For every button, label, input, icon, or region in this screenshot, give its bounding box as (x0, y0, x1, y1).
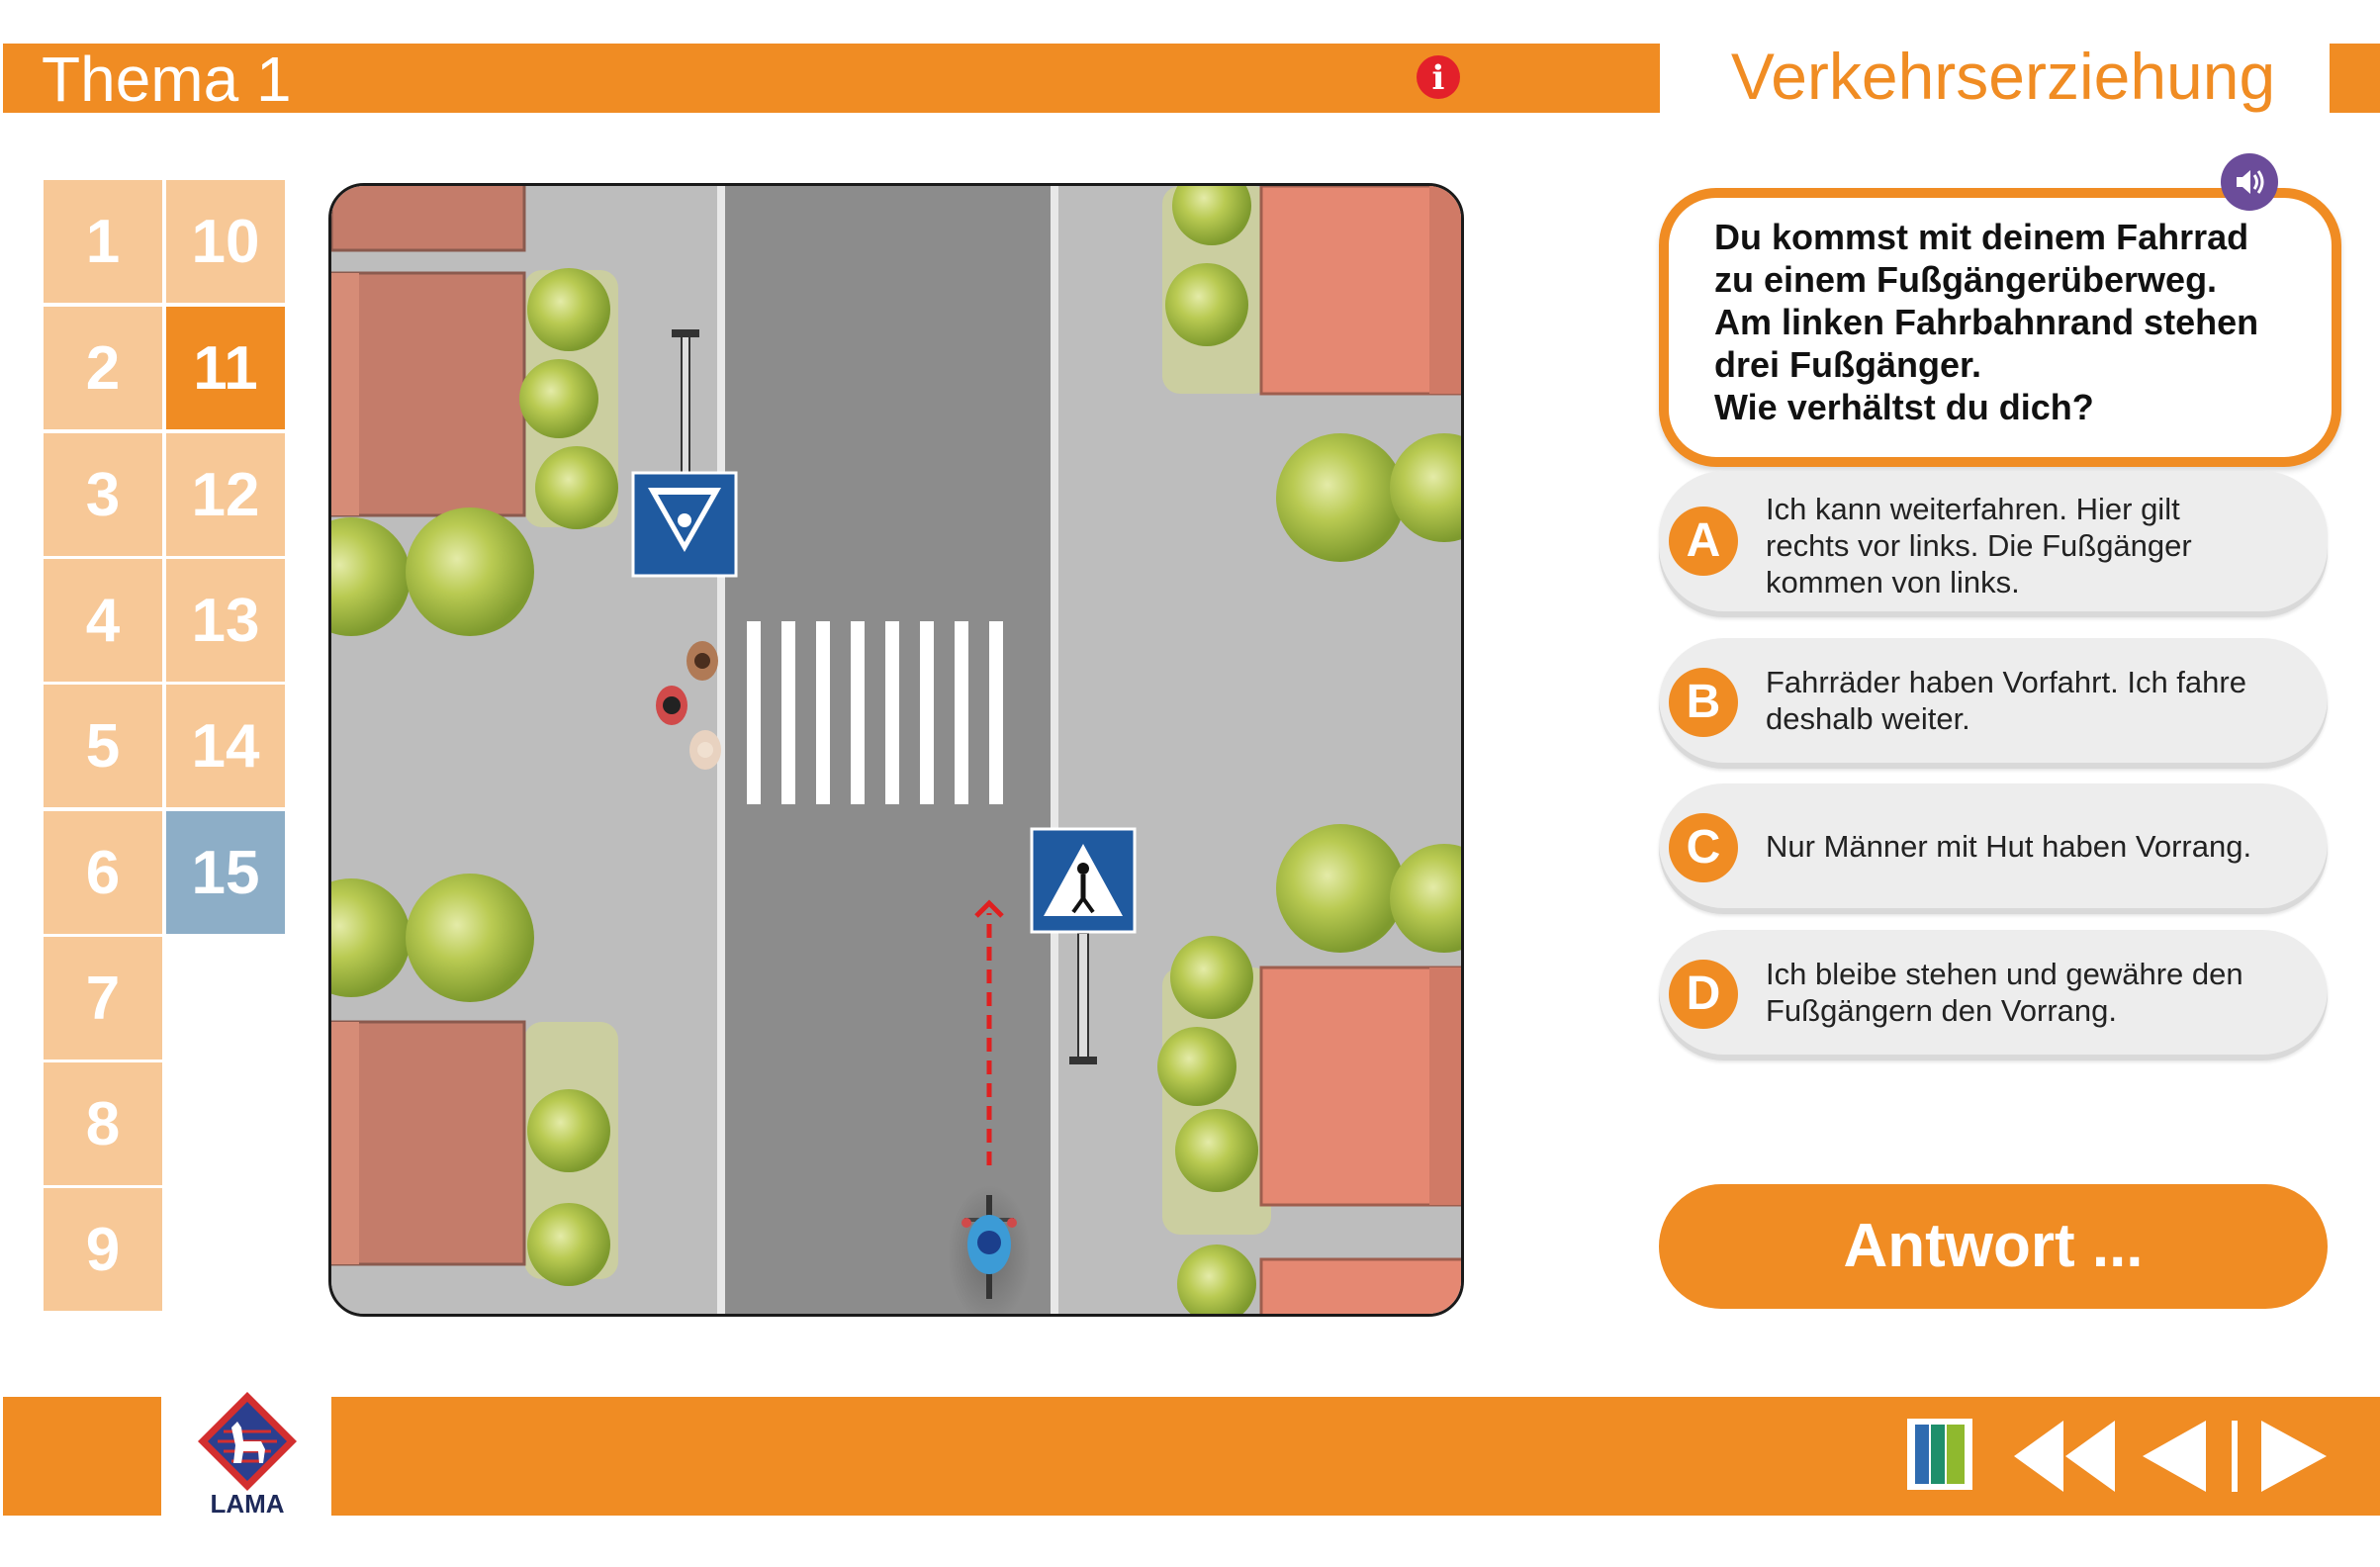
question-number-11-active[interactable]: 11 (166, 307, 285, 429)
answer-option-b[interactable] (1659, 638, 2328, 769)
book-icon[interactable] (1905, 1417, 1974, 1492)
answer-a-line-3: kommen von links. (1766, 565, 2020, 599)
answer-letter-d: D (1669, 960, 1738, 1029)
question-number-5[interactable]: 5 (44, 685, 162, 807)
speaker-icon[interactable] (2221, 153, 2278, 211)
question-number-12[interactable]: 12 (166, 433, 285, 556)
answer-c-line-1: Nur Männer mit Hut haben Vorrang. (1766, 829, 2252, 864)
question-line-3: Am linken Fahrbahnrand stehen (1714, 302, 2259, 342)
header-bar-end (2330, 44, 2380, 113)
traffic-scene-illustration (328, 183, 1464, 1317)
question-number-6[interactable]: 6 (44, 811, 162, 934)
question-text (1714, 216, 2318, 428)
question-line-4: drei Fußgänger. (1714, 344, 1982, 385)
answer-option-a[interactable] (1659, 471, 2328, 617)
subject-title: Verkehrserziehung (1730, 40, 2276, 113)
question-line-1: Du kommst mit deinem Fahrrad (1714, 217, 2249, 257)
question-line-5: Wie verhältst du dich? (1714, 387, 2094, 427)
question-number-3[interactable]: 3 (44, 433, 162, 556)
answer-d-line-2: Fußgängern den Vorrang. (1766, 993, 2118, 1028)
previous-icon[interactable] (2141, 1419, 2240, 1494)
answer-b-line-2: deshalb weiter. (1766, 701, 1970, 736)
answer-b-line-1: Fahrräder haben Vorfahrt. Ich fahre (1766, 665, 2246, 699)
rewind-icon[interactable] (2012, 1419, 2117, 1494)
answer-letter-b: B (1669, 668, 1738, 737)
info-icon[interactable]: i (1417, 55, 1460, 99)
question-number-13[interactable]: 13 (166, 559, 285, 682)
theme-title: Thema 1 (42, 44, 292, 115)
answer-button[interactable]: Antwort ... (1659, 1184, 2328, 1309)
question-number-14[interactable]: 14 (166, 685, 285, 807)
answer-a-line-1: Ich kann weiterfahren. Hier gilt (1766, 492, 2180, 526)
question-number-10[interactable]: 10 (166, 180, 285, 303)
question-number-7[interactable]: 7 (44, 937, 162, 1060)
answer-letter-a: A (1669, 507, 1738, 576)
answer-option-d[interactable] (1659, 930, 2328, 1060)
answer-a-line-2: rechts vor links. Die Fußgänger (1766, 528, 2192, 563)
answer-text-b (1766, 664, 2288, 737)
footer-bar-left (3, 1397, 161, 1516)
answer-letter-c: C (1669, 813, 1738, 882)
question-number-8[interactable]: 8 (44, 1062, 162, 1185)
question-number-1[interactable]: 1 (44, 180, 162, 303)
logo-text: LAMA (210, 1489, 285, 1519)
question-number-15-highlighted[interactable]: 15 (166, 811, 285, 934)
question-number-4[interactable]: 4 (44, 559, 162, 682)
question-line-2: zu einem Fußgängerüberweg. (1714, 259, 2218, 300)
answer-d-line-1: Ich bleibe stehen und gewähre den (1766, 957, 2243, 991)
answer-option-c[interactable] (1659, 784, 2328, 914)
next-icon[interactable] (2259, 1419, 2329, 1494)
answer-text-d (1766, 956, 2288, 1029)
street-scene-svg (331, 186, 1461, 1314)
answer-text-c (1766, 828, 2288, 865)
question-number-9[interactable]: 9 (44, 1188, 162, 1311)
question-number-2[interactable]: 2 (44, 307, 162, 429)
answer-text-a (1766, 491, 2288, 600)
